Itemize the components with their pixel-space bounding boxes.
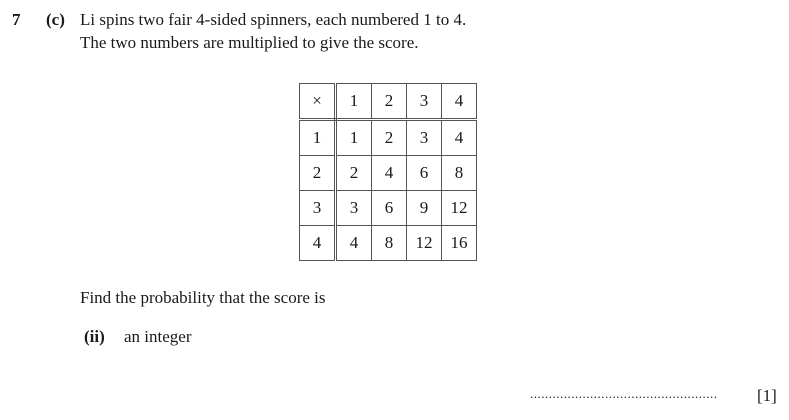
table-cell: 16 xyxy=(442,226,477,261)
table-col-header: 2 xyxy=(372,84,407,120)
question-intro-line-2: The two numbers are multiplied to give the score. xyxy=(80,33,419,52)
table-cell: 6 xyxy=(372,191,407,226)
marks-label: [1] xyxy=(757,386,777,405)
question-part-label: (c) xyxy=(46,10,65,29)
table-header-row xyxy=(300,84,477,120)
question-number: 7 xyxy=(12,10,21,29)
table-row-header: 1 xyxy=(300,120,336,156)
table-row xyxy=(300,156,477,191)
table-cell: 12 xyxy=(442,191,477,226)
table-col-header: 1 xyxy=(336,84,372,120)
table-cell: 12 xyxy=(407,226,442,261)
table-row-header: 2 xyxy=(300,156,336,191)
table-cell: 8 xyxy=(442,156,477,191)
table-cell: 2 xyxy=(372,120,407,156)
table-row xyxy=(300,191,477,226)
table-row xyxy=(300,226,477,261)
table-row-header: 3 xyxy=(300,191,336,226)
table-cell: 4 xyxy=(336,226,372,261)
table-cell: 9 xyxy=(407,191,442,226)
multiplication-table xyxy=(299,83,477,261)
table-cell: 4 xyxy=(372,156,407,191)
table-col-header: 4 xyxy=(442,84,477,120)
table-cell: 3 xyxy=(336,191,372,226)
subpart-number: (ii) xyxy=(84,327,105,346)
subpart-text: an integer xyxy=(124,327,192,346)
table-row xyxy=(300,120,477,156)
question-intro-line-1: Li spins two fair 4-sided spinners, each numbered 1 to 4. xyxy=(80,10,467,29)
table-cell: 6 xyxy=(407,156,442,191)
question-prompt: Find the probability that the score is xyxy=(80,288,326,307)
table-cell: 2 xyxy=(336,156,372,191)
table-cell: 8 xyxy=(372,226,407,261)
table-corner-cell: × xyxy=(300,84,336,120)
table-row-header: 4 xyxy=(300,226,336,261)
table-col-header: 3 xyxy=(407,84,442,120)
answer-line[interactable]: .................................................. xyxy=(530,386,718,401)
table-cell: 3 xyxy=(407,120,442,156)
table-cell: 4 xyxy=(442,120,477,156)
table-cell: 1 xyxy=(336,120,372,156)
